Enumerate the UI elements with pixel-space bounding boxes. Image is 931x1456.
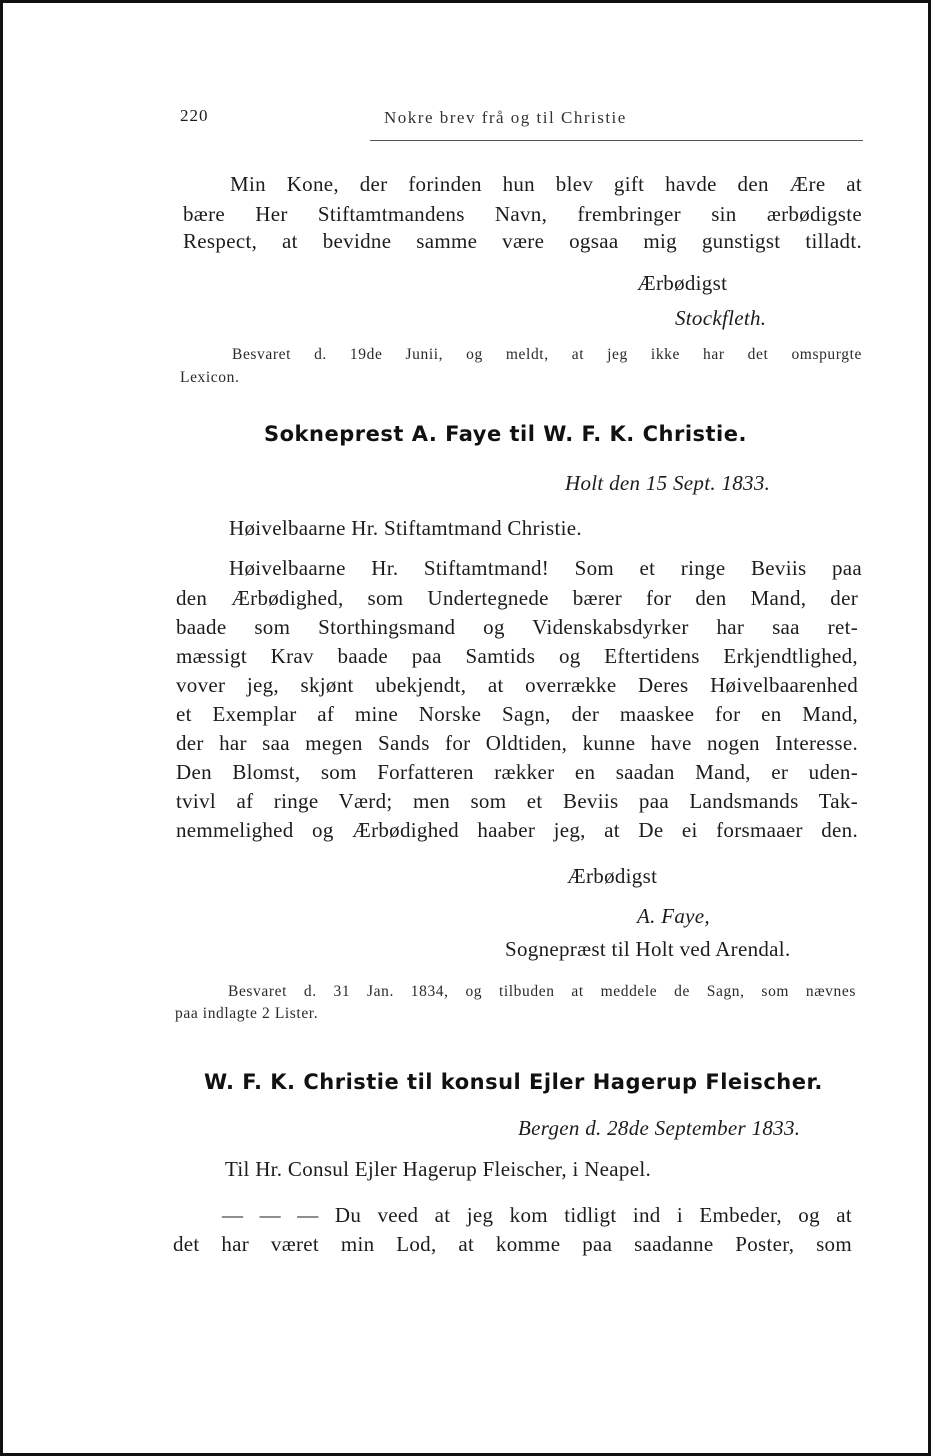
letter2-heading: Sokneprest A. Faye til W. F. K. Christie. [264, 422, 747, 446]
letter1-line-1: Min Kone, der forinden hun blev gift havde den Ære at [230, 172, 862, 196]
letter2-line-8: Den Blomst, som Forfatteren rækker en saadan Mand, er uden- [176, 760, 858, 784]
page-number: 220 [180, 106, 209, 125]
letter2-line-5: vover jeg, skjønt ubekjendt, at overrække Deres Høivelbaarenhed [176, 673, 858, 697]
letter2-line-9: tvivl af ringe Værd; men som et Beviis paa Landsmands Tak- [176, 789, 858, 813]
letter2-line-3: baade som Storthingsmand og Videnskabsdyrker har saa ret- [176, 615, 858, 639]
letter2-signature: A. Faye, [637, 904, 710, 928]
letter3-line-2: det har været min Lod, at komme paa saadanne Poster, som [173, 1232, 852, 1256]
running-title: Nokre brev frå og til Christie [384, 108, 627, 127]
letter2-line-4: mæssigt Krav baade paa Samtids og Eftertidens Erkjendtlighed, [176, 644, 858, 668]
letter3-place-date: Bergen d. 28de September 1833. [518, 1116, 801, 1140]
header-rule [370, 140, 863, 141]
letter1-line-3: Respect, at bevidne samme være ogsaa mig gunstigst tilladt. [183, 229, 862, 253]
letter3-line-1: — — — Du veed at jeg kom tidligt ind i Embeder, og at [222, 1203, 852, 1227]
letter2-note-line-1: Besvaret d. 31 Jan. 1834, og tilbuden at meddele de Sagn, som nævnes [228, 983, 856, 1000]
letter2-closing: Ærbødigst [567, 864, 658, 888]
letter1-note-line-2: Lexicon. [180, 369, 240, 386]
letter2-place-date: Holt den 15 Sept. 1833. [565, 471, 771, 495]
letter3-salutation: Til Hr. Consul Ejler Hagerup Fleischer, i Neapel. [225, 1157, 652, 1181]
letter1-closing: Ærbødigst [637, 271, 728, 295]
letter3-heading: W. F. K. Christie til konsul Ejler Hagerup Fleischer. [204, 1070, 823, 1094]
letter2-title: Sognepræst til Holt ved Arendal. [505, 937, 791, 961]
letter1-signature: Stockfleth. [675, 306, 767, 330]
letter2-note-line-2: paa indlagte 2 Lister. [175, 1005, 319, 1022]
letter2-line-1: Høivelbaarne Hr. Stiftamtmand! Som et ringe Beviis paa [229, 556, 862, 580]
letter1-note-line-1: Besvaret d. 19de Junii, og meldt, at jeg ikke har det omspurgte [232, 346, 862, 363]
letter2-line-6: et Exemplar af mine Norske Sagn, der maaskee for en Mand, [176, 702, 858, 726]
letter2-salutation: Høivelbaarne Hr. Stiftamtmand Christie. [229, 516, 582, 540]
letter2-line-10: nemmelighed og Ærbødighed haaber jeg, at De ei forsmaaer den. [176, 818, 858, 842]
letter2-line-2: den Ærbødighed, som Undertegnede bærer for den Mand, der [176, 586, 858, 610]
letter1-line-2: bære Her Stiftamtmandens Navn, frembringer sin ærbødigste [183, 202, 862, 226]
letter2-line-7: der har saa megen Sands for Oldtiden, kunne have nogen Interesse. [176, 731, 858, 755]
